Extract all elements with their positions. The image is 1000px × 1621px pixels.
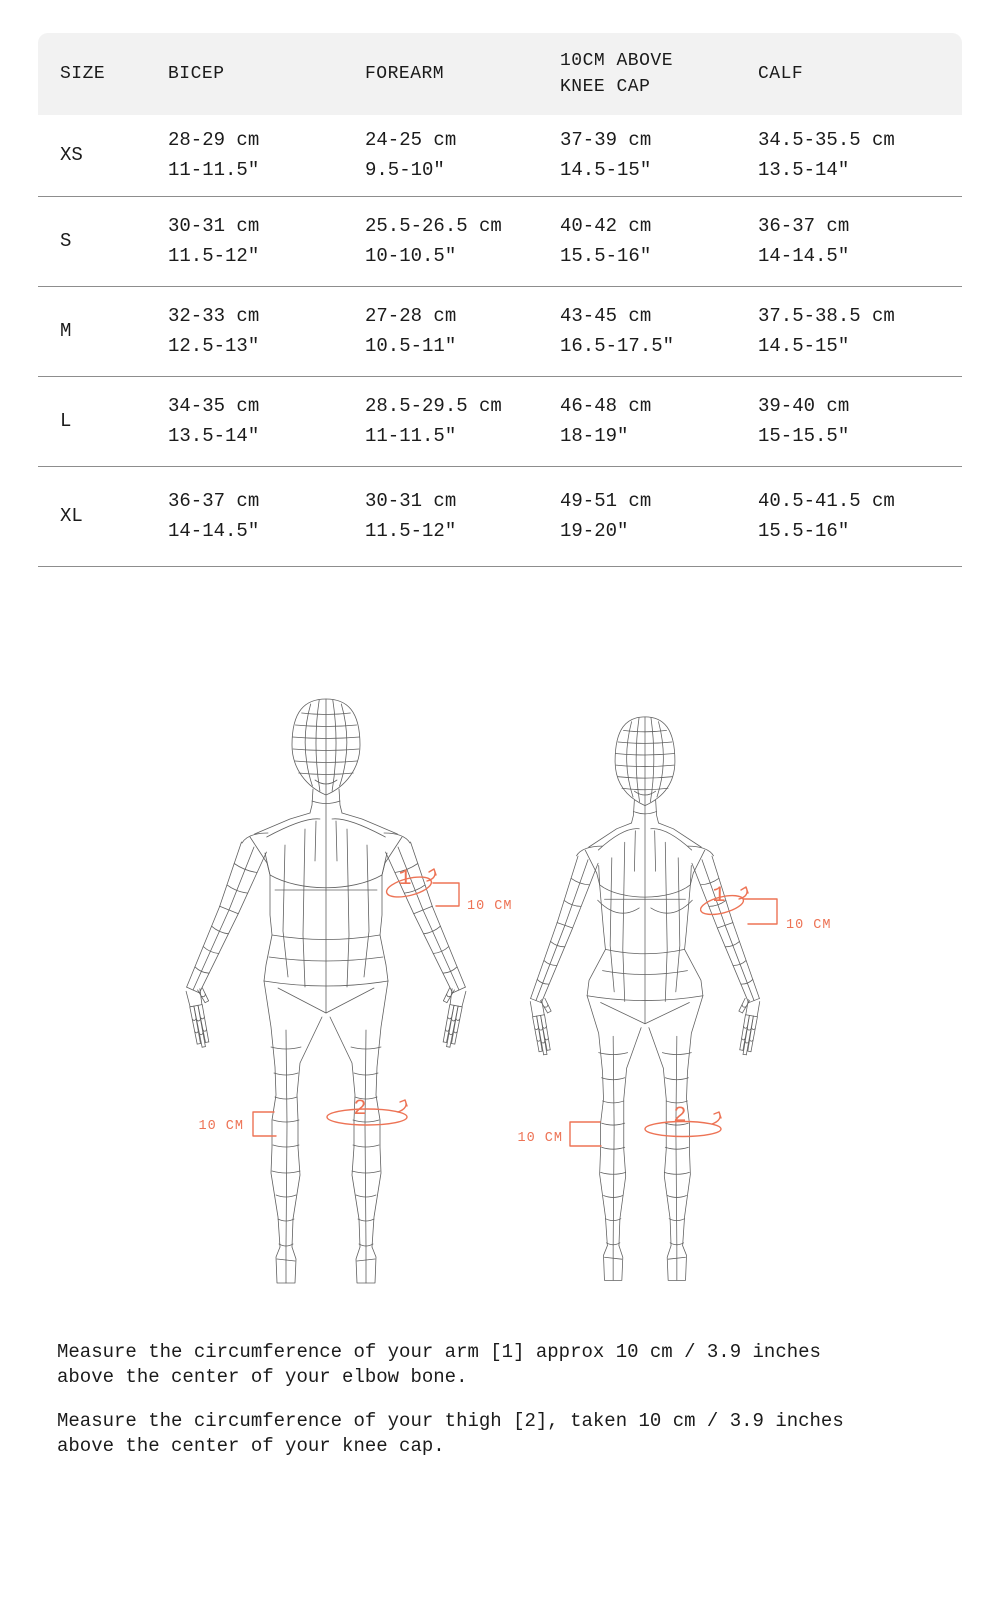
measurement-notes xyxy=(57,1340,857,1478)
size-chart-table xyxy=(38,33,962,567)
column-header-calf: CALF xyxy=(758,63,804,84)
size-label: S xyxy=(60,229,72,252)
knee-cell: 40-42 cm 15.5-16" xyxy=(560,215,652,267)
knee-measure-ellipse xyxy=(327,1109,407,1125)
column-header-bicep: BICEP xyxy=(168,63,225,84)
bicep-cell: 32-33 cm 12.5-13" xyxy=(168,305,260,357)
forearm-cell: 30-31 cm 11.5-12" xyxy=(365,490,457,542)
forearm-cell: 28.5-29.5 cm 11-11.5" xyxy=(365,395,502,447)
male-bicep-marker xyxy=(385,866,513,914)
ten-cm-bracket xyxy=(744,899,777,924)
size-label: M xyxy=(60,319,72,342)
calf-cell: 40.5-41.5 cm 15.5-16" xyxy=(758,490,895,542)
calf-cell: 34.5-35.5 cm 13.5-14" xyxy=(758,129,895,181)
note-arm: Measure the circumference of your arm [1] approx 10 cm / 3.9 inches above the center of your elbow bone. xyxy=(57,1341,821,1388)
bicep-cell: 30-31 cm 11.5-12" xyxy=(168,215,260,267)
female-figure-wireframe xyxy=(530,717,759,1281)
table-row-xl xyxy=(38,466,962,566)
forearm-cell: 25.5-26.5 cm 10-10.5" xyxy=(365,215,502,267)
table-row-xs xyxy=(38,115,962,196)
ten-cm-label: 10 CM xyxy=(786,918,832,933)
knee-cell: 46-48 cm 18-19" xyxy=(560,395,652,447)
column-header-knee: 10CM ABOVE KNEE CAP xyxy=(560,50,674,97)
column-header-size: SIZE xyxy=(60,63,106,84)
bicep-cell: 36-37 cm 14-14.5" xyxy=(168,490,260,542)
rotation-arrow-icon xyxy=(427,869,436,881)
marker-2-label: 2 xyxy=(353,1096,367,1121)
ten-cm-label: 10 CM xyxy=(517,1131,563,1146)
table-row-m xyxy=(38,286,962,376)
marker-1-label: 1 xyxy=(398,866,412,891)
column-header-forearm: FOREARM xyxy=(365,63,445,84)
size-label: L xyxy=(60,409,72,432)
ten-cm-label: 10 CM xyxy=(467,899,513,914)
body-measurement-diagram xyxy=(0,600,1000,1340)
knee-cell: 37-39 cm 14.5-15" xyxy=(560,129,652,181)
rotation-arrow-icon xyxy=(398,1100,407,1112)
marker-2-label: 2 xyxy=(673,1103,687,1128)
knee-cell: 49-51 cm 19-20" xyxy=(560,490,652,542)
calf-cell: 39-40 cm 15-15.5" xyxy=(758,395,850,447)
calf-cell: 36-37 cm 14-14.5" xyxy=(758,215,850,267)
size-label: XL xyxy=(60,504,83,527)
note-thigh: Measure the circumference of your thigh [2], taken 10 cm / 3.9 inches above the center of your knee cap. xyxy=(57,1410,844,1457)
forearm-cell: 24-25 cm 9.5-10" xyxy=(365,129,457,181)
bicep-cell: 28-29 cm 11-11.5" xyxy=(168,129,260,181)
table-row-l xyxy=(38,376,962,466)
forearm-cell: 27-28 cm 10.5-11" xyxy=(365,305,457,357)
rotation-arrow-icon xyxy=(712,1112,721,1124)
ten-cm-label: 10 CM xyxy=(198,1119,244,1134)
bicep-cell: 34-35 cm 13.5-14" xyxy=(168,395,260,447)
marker-1-label: 1 xyxy=(712,883,726,908)
male-knee-marker xyxy=(198,1096,407,1136)
table-row-s xyxy=(38,196,962,286)
knee-cell: 43-45 cm 16.5-17.5" xyxy=(560,305,675,357)
calf-cell: 37.5-38.5 cm 14.5-15" xyxy=(758,305,895,357)
male-figure-wireframe xyxy=(186,699,466,1283)
ten-cm-bracket xyxy=(570,1122,601,1146)
ten-cm-bracket xyxy=(433,883,459,906)
size-chart-header-row xyxy=(38,33,962,115)
size-label: XS xyxy=(60,143,83,166)
